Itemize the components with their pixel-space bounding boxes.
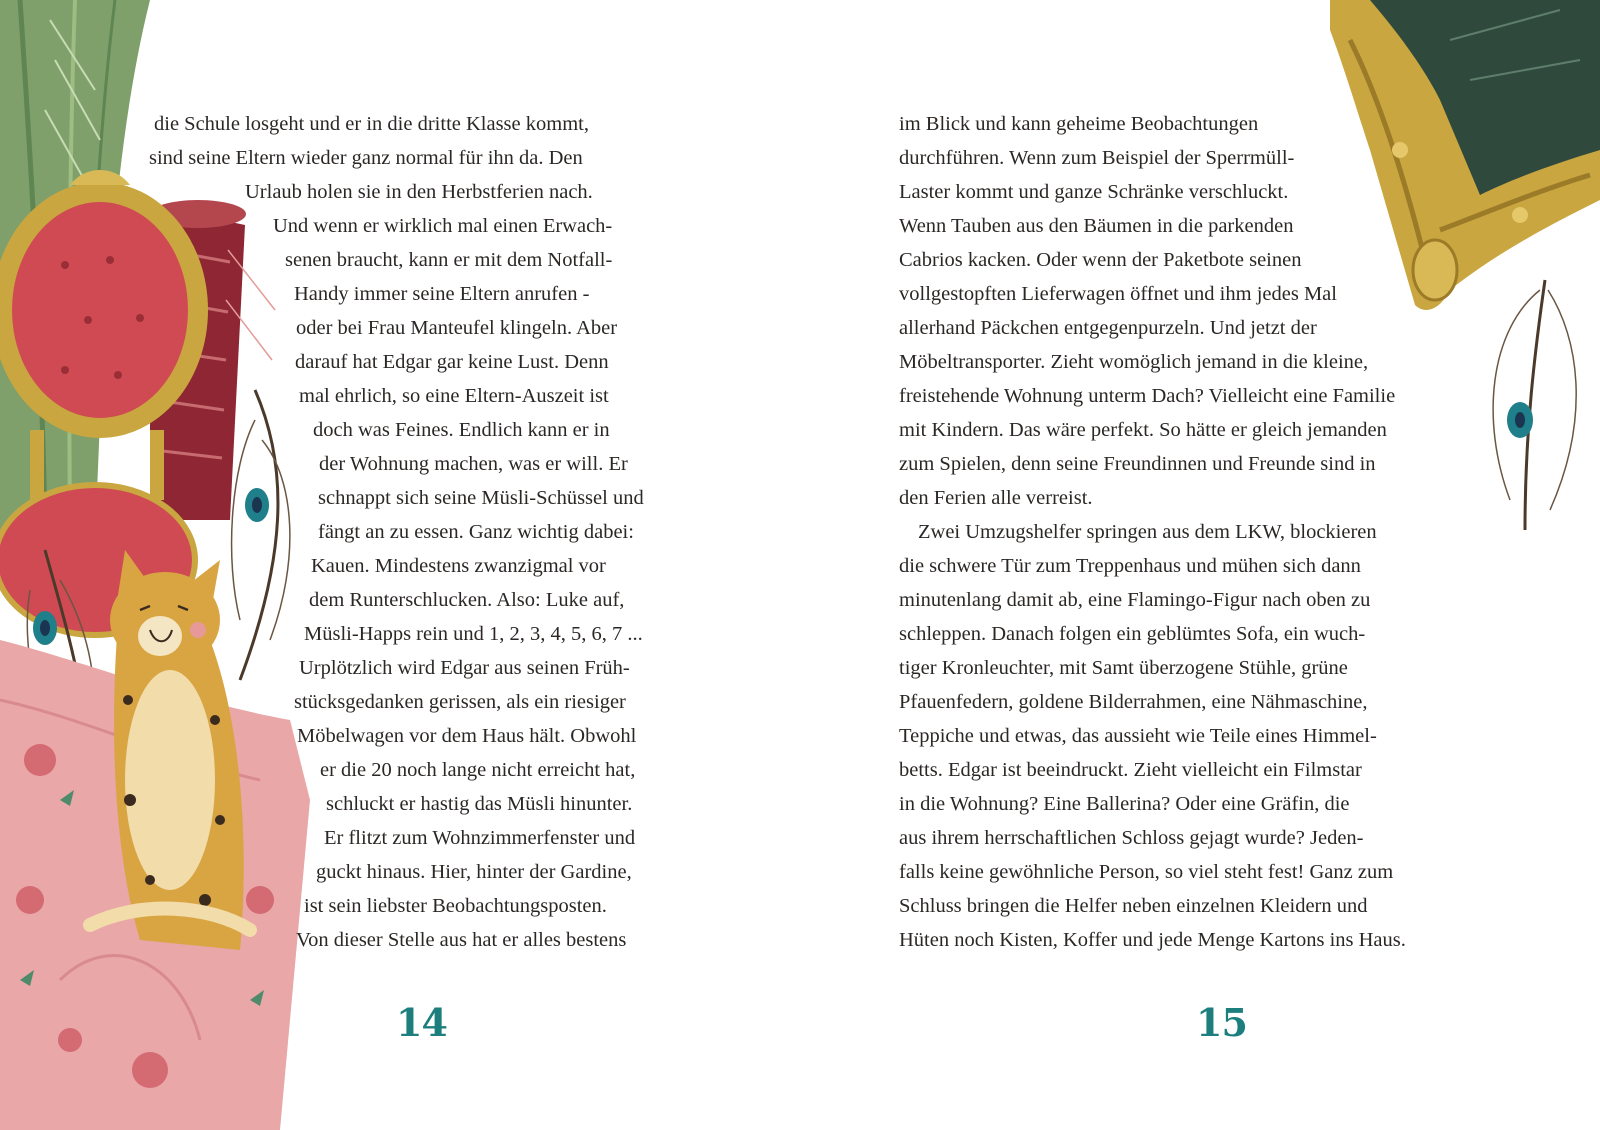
text-line: mal ehrlich, so eine Eltern-Auszeit ist bbox=[299, 385, 609, 407]
text-line: er die 20 noch lange nicht erreicht hat, bbox=[320, 759, 636, 781]
text-line: zum Spielen, denn seine Freundinnen und Freunde sind in bbox=[899, 453, 1376, 475]
text-line: Teppiche und etwas, das aussieht wie Teile eines Himmel- bbox=[899, 725, 1377, 747]
text-line: doch was Feines. Endlich kann er in bbox=[313, 419, 610, 441]
text-line: die Schule losgeht und er in die dritte Klasse kommt, bbox=[154, 113, 589, 135]
text-line: Möbeltransporter. Zieht womöglich jemand in die kleine, bbox=[899, 351, 1369, 373]
text-line: oder bei Frau Manteufel klingeln. Aber bbox=[296, 317, 618, 339]
text-line: aus ihrem herrschaftlichen Schloss gejagt wurde? Jeden- bbox=[899, 827, 1364, 849]
text-line: schleppen. Danach folgen ein geblümtes Sofa, ein wuch- bbox=[899, 623, 1366, 645]
text-line: Möbelwagen vor dem Haus hält. Obwohl bbox=[297, 725, 637, 747]
text-line: im Blick und kann geheime Beobachtungen bbox=[899, 113, 1259, 135]
text-line: Wenn Tauben aus den Bäumen in die parkenden bbox=[899, 215, 1294, 237]
text-line: Urplötzlich wird Edgar aus seinen Früh- bbox=[299, 657, 630, 679]
text-line: Zwei Umzugshelfer springen aus dem LKW, blockieren bbox=[918, 521, 1377, 543]
text-line: schnappt sich seine Müsli-Schüssel und bbox=[318, 487, 644, 509]
text-line: minutenlang damit ab, eine Flamingo-Figur nach oben zu bbox=[899, 589, 1371, 611]
text-line: Urlaub holen sie in den Herbstferien nach. bbox=[245, 181, 593, 203]
text-line: Hüten noch Kisten, Koffer und jede Menge Kartons ins Haus. bbox=[899, 929, 1406, 951]
text-line: betts. Edgar ist beeindruckt. Zieht vielleicht ein Filmstar bbox=[899, 759, 1362, 781]
text-line: Und wenn er wirklich mal einen Erwach- bbox=[273, 215, 613, 237]
text-line: allerhand Päckchen entgegenpurzeln. Und jetzt der bbox=[899, 317, 1317, 339]
page-number-left: 14 bbox=[396, 1000, 447, 1045]
text-line: die schwere Tür zum Treppenhaus und mühen sich dann bbox=[899, 555, 1361, 577]
text-line: Schluss bringen die Helfer neben einzelnen Kleidern und bbox=[899, 895, 1368, 917]
text-line: vollgestopften Lieferwagen öffnet und ihm jedes Mal bbox=[899, 283, 1337, 305]
text-line: der Wohnung machen, was er will. Er bbox=[319, 453, 628, 475]
text-line: Von dieser Stelle aus hat er alles bestens bbox=[296, 929, 627, 951]
text-line: ist sein liebster Beobachtungsposten. bbox=[304, 895, 607, 917]
gold-picture-frame bbox=[1330, 0, 1600, 310]
text-line: Pfauenfedern, goldene Bilderrahmen, eine Nähmaschine, bbox=[899, 691, 1368, 713]
text-line: darauf hat Edgar gar keine Lust. Denn bbox=[295, 351, 609, 373]
text-line: in die Wohnung? Eine Ballerina? Oder eine Gräfin, die bbox=[899, 793, 1350, 815]
text-line: Cabrios kacken. Oder wenn der Paketbote seinen bbox=[899, 249, 1302, 271]
text-line: senen braucht, kann er mit dem Notfall- bbox=[285, 249, 613, 271]
text-line: Kauen. Mindestens zwanzigmal vor bbox=[311, 555, 606, 577]
text-line: fängt an zu essen. Ganz wichtig dabei: bbox=[318, 521, 634, 543]
text-line: Müsli-Happs rein und 1, 2, 3, 4, 5, 6, 7 ... bbox=[304, 623, 643, 645]
text-line: stücksgedanken gerissen, als ein riesiger bbox=[294, 691, 626, 713]
peacock-feather bbox=[1493, 280, 1576, 530]
text-line: Laster kommt und ganze Schränke verschluckt. bbox=[899, 181, 1289, 203]
text-line: dem Runterschlucken. Also: Luke auf, bbox=[309, 589, 625, 611]
text-line: Er flitzt zum Wohnzimmerfenster und bbox=[324, 827, 636, 849]
text-line: falls keine gewöhnliche Person, so viel steht fest! Ganz zum bbox=[899, 861, 1394, 883]
text-line: durchführen. Wenn zum Beispiel der Sperrmüll- bbox=[899, 147, 1295, 169]
page-number-right: 15 bbox=[1196, 1000, 1247, 1045]
text-line: sind seine Eltern wieder ganz normal für ihn da. Den bbox=[149, 147, 583, 169]
text-line: mit Kindern. Das wäre perfekt. So hätte er gleich jemanden bbox=[899, 419, 1387, 441]
text-line: den Ferien alle verreist. bbox=[899, 487, 1093, 509]
text-line: schluckt er hastig das Müsli hinunter. bbox=[326, 793, 633, 815]
text-line: tiger Kronleuchter, mit Samt überzogene Stühle, grüne bbox=[899, 657, 1348, 679]
text-line: freistehende Wohnung unterm Dach? Vielleicht eine Familie bbox=[899, 385, 1396, 407]
text-line: guckt hinaus. Hier, hinter der Gardine, bbox=[316, 861, 632, 883]
text-line: Handy immer seine Eltern anrufen - bbox=[294, 283, 590, 305]
